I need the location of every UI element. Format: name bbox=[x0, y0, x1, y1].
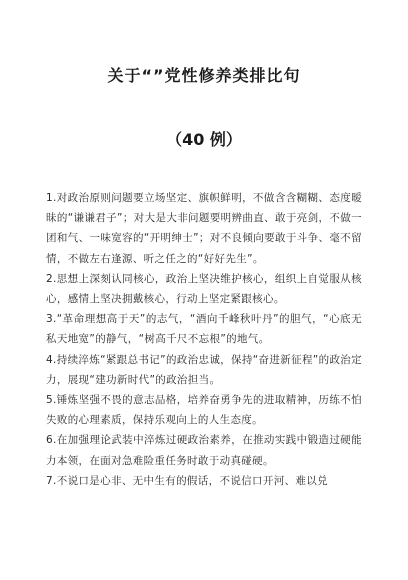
list-item: 1.对政治原则问题要立场坚定、旗帜鲜明，不做含含糊糊、态度暧昧的“谦谦君子”；对大是大非问题要明辨曲直、敢于亮剑，不做一团和气、一味宽容的“开明绅士”；对不良倾向要敢于斗争、毫不留情，不做左右逢源、听之任之的“好好先生”。 bbox=[46, 192, 362, 265]
document-title: 关于“”党性修养类排比句 bbox=[107, 66, 301, 85]
list-item: 3.“革命理想高于天”的志气，“酒向千峰秋叶丹”的胆气，“心底无私天地宽”的静气，“树高千尺不忘根”的地气。 bbox=[46, 313, 362, 346]
item-list bbox=[46, 188, 362, 491]
list-item: 4.持续淬炼“紧跟总书记”的政治忠诚，保持“奋进新征程”的政治定力，展现“建功新时代”的政治担当。 bbox=[46, 353, 362, 386]
list-item: 2.思想上深刻认同核心，政治上坚决维护核心，组织上自觉服从核心，感情上坚决拥戴核心，行动上坚定紧跟核心。 bbox=[46, 272, 362, 306]
list-item: 5.锤炼坚强不畏的意志品格，培养奋勇争先的进取精神，历练不怕失败的心理素质，保持乐观向上的人生态度。 bbox=[46, 394, 362, 427]
example-count: （40 例） bbox=[166, 130, 242, 149]
list-item: 6.在加强理论武装中淬炼过硬政治素养，在推动实践中锻造过硬能力本领，在面对急难险重任务时敢于动真碰硬。 bbox=[46, 434, 362, 467]
list-item: 7.不说口是心非、无中生有的假话，不说信口开河、难以兑 bbox=[46, 474, 328, 487]
